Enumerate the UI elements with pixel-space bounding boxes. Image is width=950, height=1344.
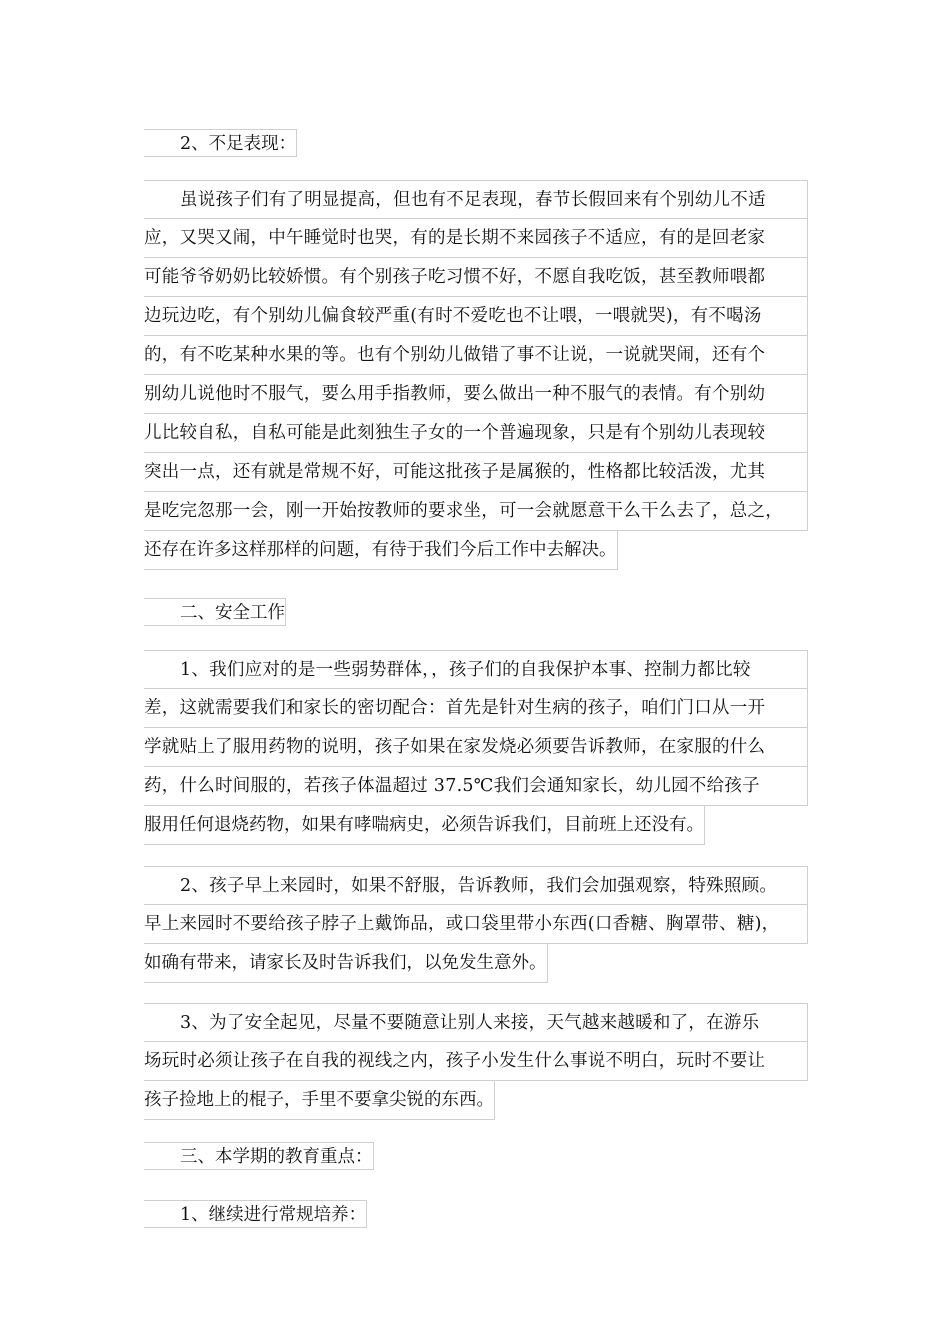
- heading-line: 二、安全工作: [144, 598, 286, 626]
- text-line: 虽说孩子们有了明显提高，但也有不足表现，春节长假回来有个别幼儿不适: [144, 180, 808, 219]
- text-line: 2、孩子早上来园时，如果不舒服，告诉教师，我们会加强观察，特殊照顾。: [144, 866, 808, 905]
- text-line: 是吃完忽那一会，刚一开始按教师的要求坐，可一会就愿意干么干么去了，总之，: [144, 492, 808, 531]
- text-line: 3、为了安全起见，尽量不要随意让别人来接，天气越来越暖和了，在游乐: [144, 1003, 808, 1042]
- heading-line: 1、继续进行常规培养：: [144, 1200, 367, 1228]
- heading-line: 三、本学期的教育重点：: [144, 1142, 374, 1170]
- paragraph-shortcomings: [144, 180, 808, 570]
- paragraph-safety-3: [144, 1003, 808, 1120]
- heading-safety: [144, 598, 808, 626]
- heading-education-focus: [144, 1142, 808, 1170]
- text-line: 儿比较自私，自私可能是此刻独生子女的一个普遍现象，只是有个别幼儿表现较: [144, 414, 808, 453]
- text-line: 药，什么时间服的，若孩子体温超过 37.5℃我们会通知家长，幼儿园不给孩子: [144, 767, 808, 806]
- paragraph-safety-1: [144, 650, 808, 845]
- paragraph-safety-2: [144, 866, 808, 983]
- text-line: 孩子捡地上的棍子，手里不要拿尖锐的东西。: [144, 1081, 495, 1120]
- text-line: 服用任何退烧药物，如果有哮喘病史，必须告诉我们，目前班上还没有。: [144, 806, 705, 845]
- text-line: 早上来园时不要给孩子脖子上戴饰品，或口袋里带小东西(口香糖、胸罩带、糖)，: [144, 905, 808, 944]
- text-line: 应，又哭又闹，中午睡觉时也哭，有的是长期不来园孩子不适应，有的是回老家: [144, 219, 808, 258]
- heading-shortcomings: [144, 129, 808, 157]
- text-line: 如确有带来，请家长及时告诉我们，以免发生意外。: [144, 944, 548, 983]
- text-line: 可能爷爷奶奶比较娇惯。有个别孩子吃习惯不好，不愿自我吃饭，甚至教师喂都: [144, 258, 808, 297]
- text-line: 边玩边吃，有个别幼儿偏食较严重(有时不爱吃也不让喂，一喂就哭)，有不喝汤: [144, 297, 808, 336]
- text-line: 差，这就需要我们和家长的密切配合：首先是针对生病的孩子，咱们门口从一开: [144, 689, 808, 728]
- text-line: 的，有不吃某种水果的等。也有个别幼儿做错了事不让说，一说就哭闹，还有个: [144, 336, 808, 375]
- text-line: 1、我们应对的是一些弱势群体，，孩子们的自我保护本事、控制力都比较: [144, 650, 808, 689]
- text-line: 突出一点，还有就是常规不好，可能这批孩子是属猴的，性格都比较活泼，尤其: [144, 453, 808, 492]
- text-line: 还存在许多这样那样的问题，有待于我们今后工作中去解决。: [144, 531, 618, 570]
- heading-routine-training: [144, 1200, 808, 1228]
- text-line: 别幼儿说他时不服气，要么用手指教师，要么做出一种不服气的表情。有个别幼: [144, 375, 808, 414]
- text-line: 场玩时必须让孩子在自我的视线之内，孩子小发生什么事说不明白，玩时不要让: [144, 1042, 808, 1081]
- text-line: 学就贴上了服用药物的说明，孩子如果在家发烧必须要告诉教师，在家服的什么: [144, 728, 808, 767]
- heading-line: 2、不足表现：: [144, 129, 297, 157]
